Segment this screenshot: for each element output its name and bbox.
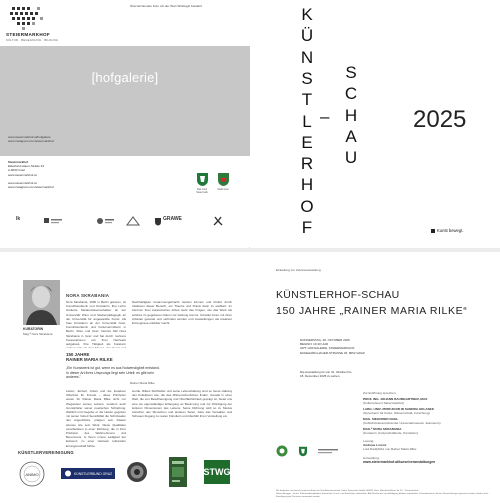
curator-heading: NORA SKRABANIA: [66, 293, 110, 298]
title-letter: S: [345, 63, 357, 82]
curator-bio-left: Nora Skrabania, 1990 in Berlin geboren, ist Kunsthistorikerin und Künstlerin. Ihre Lehre studierte Medienwissenschaften an der Universität Wien und Medienpädagogik an der Universität für angewandte Kunst. Als freie Künstlerin an der Universität Graz, Kunsthistorikerin und Kulturvermittlerin in Berlin, Wien und Graz. Derzeit hält Nora Skrabania in Graz und hat durch mehrere Kooperationen von Ihrer Netzwerk aufgebaut. Ihre Tätigkeit als Kuratorin: [66, 300, 126, 347]
logo-wordmark: STEIERMARKHOF: [6, 32, 50, 37]
speaker-role: (Kuratorin, Kulturschaffende, Künstlerin): [363, 431, 418, 435]
title-letter: K: [301, 5, 313, 24]
sponsors-label: KÜNSTLERVEREINIGUNG: [18, 450, 74, 455]
section-heading: [66, 352, 113, 363]
title-letter: H: [300, 175, 314, 195]
footer-imprint: [276, 490, 496, 499]
partner-logo-icon: [318, 448, 338, 455]
address-line: A-8020 Graz: [8, 168, 26, 173]
address-line: Steiermarkhof: [8, 160, 29, 164]
portrait-caption-name: Mag.ª Nora Skrabania: [23, 332, 53, 336]
title-dash: –: [320, 107, 330, 126]
address-line[interactable]: www.steiermarkhof.at: [8, 180, 37, 185]
section-heading-line: RAINER MARIA RILKE: [66, 357, 113, 363]
title-letter: T: [301, 90, 313, 110]
sponsor-logo-icon: [126, 216, 140, 226]
title-letter: O: [300, 196, 314, 216]
footer-line: Hubert Brugger · Druck: Kulturmedienplattform Steiermark. Druck- und Satzfehler vorbehalten. Alle Rechte der Vervielfältigung bleiben vorbehalten. Fotoaufnahmen, die bei Veranstaltungen gemacht werden, dürfen ohne Einwilligung der Personen verwendet werden.: [276, 493, 489, 498]
kuenstlerbund-logo-icon: [61, 468, 115, 479]
reading-block: [363, 439, 416, 451]
gallery-title: [hofgalerie]: [91, 70, 159, 85]
quote-author: Rainer Maria Rilke: [130, 381, 155, 385]
back-cover-panel: [0, 0, 250, 247]
registration-heading: Anmeldung:: [363, 456, 380, 460]
title-letter: U: [344, 148, 358, 168]
stwg-logo-icon: [204, 460, 230, 484]
sponsor-logo-icon: [44, 217, 62, 225]
kuenstlerbund-text: KÜNSTLERBUND GRAZ: [74, 472, 113, 476]
styria-crest-icon: [196, 172, 209, 187]
green-poster-logo-icon: [169, 457, 187, 487]
sponsor-lk: lk: [16, 216, 21, 222]
title-letter: C: [344, 84, 358, 104]
front-cover-panel: [250, 0, 500, 247]
logo-tagline: KULTUR · BEGEGNUNG · BILDUNG: [6, 38, 59, 42]
rilke-text-right: wurde. Rilkes Sichtfelder und seine Lebenshaltung sind so heute Haltung des Kollektiven wie, die das Mitmenschenlichen finden. Gerade in einer Welt, die von Beschleunigung und Oberflächlichkeit geprägt ist, bietet uns eine ein eigenständiger Erlangung an Besinnung und zur Würdigung der kulturen Dimensionen des Lebens. Seine Dichtung wird so zu Modus zwischen den Menschen und anderen Seien, dass das Verwalten und Schauen Zugang zu realen Künstlern und überlöbt ihren Vorstellung ein.: [132, 389, 232, 419]
exhibition-duration: [300, 370, 351, 378]
speaker-name: PROF. ING. JOHANN BAUMGARTNER, MAS: [363, 397, 428, 401]
green-circle-logo-icon: [276, 445, 288, 457]
speaker-role: (Sprecherin für Kultur, Wissenschaft, Forschung): [363, 411, 430, 415]
section-heading-line: 150 JAHRE: [66, 352, 90, 357]
curator-bio-right: Nachhaltigkeit zusammengebracht werden können und fördert durch Initiativen dieser Bereich, ein Theorie und Praxis dann zu etabliert. Im Zentrum ihrer kuratorischen Arbeit steht das Fragen, wie das Werk als solches im gegebenen Raum zur Geltung kommt. Künstler:innen mit ihren Arbeiten gezeitet und verbindet werden und Ausstellungen als kreativer Erzeugnisse erlebbar macht.: [132, 300, 232, 326]
title-letter: Ü: [300, 26, 314, 46]
address-block: [8, 160, 54, 189]
title-letter: H: [344, 105, 358, 125]
invitation-subtitle: 150 JAHRE „RAINER MARIA RILKE“: [276, 305, 468, 317]
inside-right-panel: [250, 252, 500, 503]
event-details: [300, 338, 365, 355]
gallery-band: [0, 46, 250, 156]
tagline-bullet: [431, 229, 435, 233]
footer-line: Wir bedanken uns bereits heute bei Ihnen für Ihre Aufmerksamkeit, Kultur Steiermark GmbH, A-8052 Graz, Ekkehard-Hauer-Str 33 · Verantwortlich:: [276, 490, 419, 492]
animo-text: ANIMO: [25, 472, 39, 477]
band-link[interactable]: www.steiermarkhof.at/hofgalerie: [8, 135, 51, 139]
speaker-role: (Kulturreferent Steiermarkhof): [363, 401, 404, 405]
speaker-name: MAG. SIEGFRIED NAGL: [363, 417, 399, 421]
stwg-text: STWG: [204, 467, 230, 477]
reading-line: Lord Dadlyfishs von Rainer Maria Rilke: [363, 447, 417, 451]
rilke-text-left: Leben, Einheit, Arbeit und die kreativen Offenheit für Freude – diese Prinzipien waren für Rainer Maria Rilke nicht nur Wegweiser seines Lebens, sondern auch Grundpfeiler seiner poetischen Schöpfung. Weltlich und Gegebe er die Hektor gegeben mit seiner hoheit Sensibilität die Schicksalen des Augenblicks, prägten sein Dasein ebenso wie sein Werk. Diese Qualitäten verarbeiteten in einer Dichtung, die in ihrer Präzision des Wahrnehmens und Benennens, in ihrem innere Ladigkeit der Existenz, zu einer zeitlosen kulturellen Errungenschaft führte.: [66, 389, 126, 448]
steiermarkhof-logo-icon: [8, 5, 58, 33]
speaker-item: [363, 427, 418, 435]
event-line: DONNERSTAG, 30. OKTOBER 2025: [300, 338, 350, 342]
speaker-name: LABG. UNIV.-PROF.IN DR.IN SANDRA HOLASEK: [363, 407, 434, 411]
title-letter: S: [301, 68, 313, 88]
duration-line: 18. Dezember 2025 zu sehen.: [300, 374, 341, 379]
sponsor-logo-icon: [96, 217, 114, 225]
invitation-title: KÜNSTLERHOF-SCHAU: [276, 289, 400, 301]
speaker-role: (Aufsichtsratsvorsitzender Universalmuseum Joanneum): [363, 421, 441, 425]
registration-block: [363, 456, 435, 464]
tagline: Kunst bewegt.: [437, 228, 464, 233]
portrait-caption-title: KURATORIN: [23, 327, 44, 331]
speaker-item: [363, 417, 441, 425]
title-letter: F: [301, 218, 313, 237]
invitation-line: Einladung zur Jahresausstellung: [276, 268, 321, 272]
photo-note: Überreichendes Foto mit der Wort Wirklugel bewahrt: [130, 4, 202, 8]
address-line[interactable]: www.instagram.com/steiermarkhof: [8, 185, 54, 190]
title-letter: E: [301, 132, 313, 152]
animo-logo-icon: [18, 460, 46, 488]
title-letter: N: [300, 47, 314, 67]
sponsor-row: [0, 216, 250, 228]
speaker-name: MAG.ª NORA SKRABANIA: [363, 427, 402, 431]
registration-link[interactable]: www.steiermarkhof.at/kurse/veranstaltungen: [363, 460, 436, 464]
event-line: BEGINN: 19.30 UHR: [300, 342, 329, 347]
reading-line: Andreas Lorenz: [363, 443, 387, 447]
event-line: ORT: HOFGALERIE, STEIERMARKHOF: [300, 346, 355, 351]
opening-heading: Zur Eröffnung sprechen:: [363, 391, 397, 395]
speaker-item: [363, 397, 427, 405]
crest-label: Das Land Steiermark: [196, 188, 208, 194]
medallion-logo-icon: [126, 461, 148, 483]
sponsor-grawe: GRAWE: [163, 216, 182, 222]
year-label: 2025: [413, 106, 467, 133]
graz-crest-icon: [217, 172, 230, 187]
crest-label: Stadt Graz: [217, 188, 229, 191]
event-line: EKKEHARD-HAUER-STRASSE 33, 8052 GRAZ: [300, 350, 365, 355]
title-letter: R: [300, 154, 314, 174]
title-letter: A: [345, 126, 357, 146]
address-line[interactable]: www.steiermarkhof.at: [8, 172, 37, 177]
raiffeisen-icon: [213, 216, 223, 226]
grawe-icon: [154, 217, 162, 226]
address-line: Ekkehard-Hauer-Straße 33: [8, 164, 45, 169]
speaker-item: [363, 407, 434, 415]
duration-line: Die Ausstellung ist von 31. Oktober bis: [300, 370, 352, 374]
rilke-quote: „Ein Kunstwerk ist gut, wenn es aus Notwendigkeit entstand. In dieser Art ihres Ursprungs liegt sein Urteil: es gibt kein anderes.": [66, 366, 160, 380]
band-link[interactable]: www.instagram.com/steiermarkhof: [8, 139, 54, 143]
reading-line: Lesung:: [363, 439, 375, 443]
inside-left-panel: [0, 252, 250, 503]
curator-portrait: [23, 280, 60, 325]
styria-crest-icon: [298, 446, 308, 457]
title-letter: L: [302, 111, 312, 131]
